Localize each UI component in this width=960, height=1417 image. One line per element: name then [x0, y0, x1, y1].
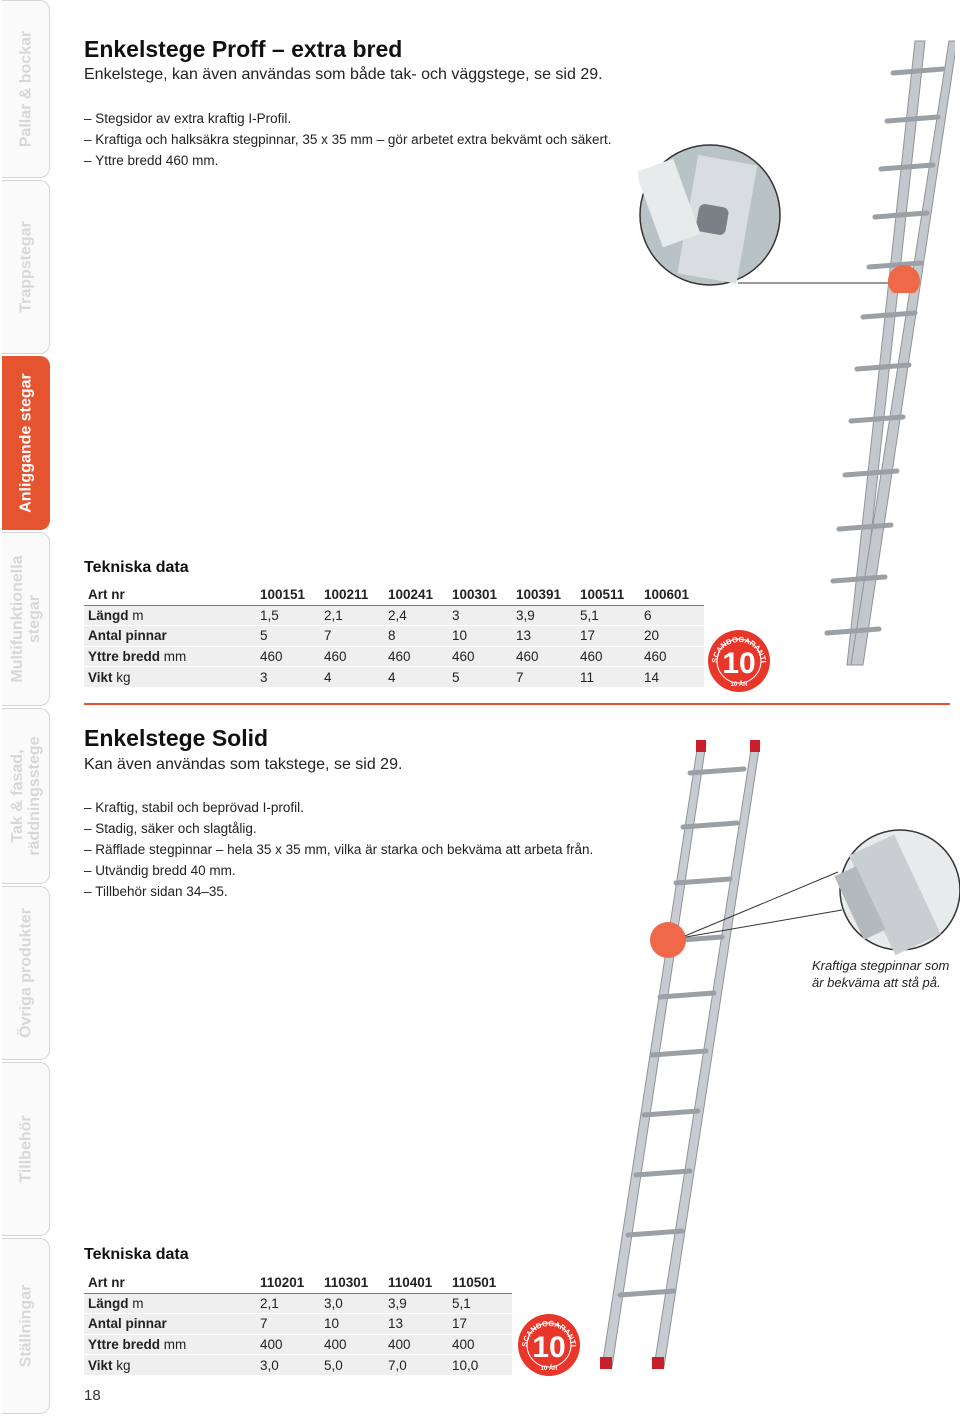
svg-text:SCANDOGARANTI: SCANDOGARANTI: [709, 634, 768, 664]
table-row: Längd m 2,1 3,0 3,9 5,1: [84, 1293, 512, 1314]
section-divider: [84, 703, 950, 705]
detail-caption: Kraftiga stegpinnar som är bekväma att stå på.: [812, 958, 950, 990]
tab-multifunktionella-stegar[interactable]: Multifunktionella stegar: [2, 532, 50, 706]
tab-ovriga-produkter[interactable]: Övriga produkter: [2, 886, 50, 1060]
list-item: – Stadig, säker och slagtålig.: [84, 818, 593, 839]
tab-stallningar[interactable]: Ställningar: [2, 1238, 50, 1414]
list-item: – Yttre bredd 460 mm.: [84, 150, 612, 171]
product1-spec-table: [84, 585, 704, 688]
svg-text:10 ÅR: 10 ÅR: [730, 682, 748, 688]
svg-text:SCANDOGARANTI: SCANDOGARANTI: [519, 1318, 578, 1348]
table-row: Art nr 100151 100211 100241 100301 100391 100511 100601: [84, 585, 704, 605]
tab-pallar-bockar[interactable]: Pallar & bockar: [2, 0, 50, 178]
product1-subtitle: Enkelstege, kan även användas som både tak- och väggstege, se sid 29.: [84, 66, 603, 83]
list-item: – Räfflade stegpinnar – hela 35 x 35 mm, vilka är starka och bekväma att arbeta från.: [84, 839, 593, 860]
product1-feature-list: [84, 108, 612, 171]
product1-tech-heading: Tekniska data: [84, 559, 189, 576]
list-item: – Stegsidor av extra kraftig I-Profil.: [84, 108, 612, 129]
product2-feature-list: [84, 797, 593, 902]
side-navigation: [0, 0, 52, 1417]
svg-text:10: 10: [722, 647, 756, 680]
table-row: Antal pinnar 5 7 8 10 13 17 20: [84, 626, 704, 647]
tab-anliggande-stegar[interactable]: Anliggande stegar: [2, 356, 50, 530]
ladder-illustration-icon: [775, 35, 955, 675]
table-row: Längd m 1,5 2,1 2,4 3 3,9 5,1 6: [84, 605, 704, 626]
table-row: Yttre bredd mm 400 400 400 400: [84, 1334, 512, 1355]
tab-tak-fasad[interactable]: Tak & fasad, räddningsstege: [2, 708, 50, 884]
svg-text:10: 10: [532, 1331, 566, 1364]
list-item: – Kraftig, stabil och beprövad I-profil.: [84, 797, 593, 818]
guarantee-badge-icon: [516, 1312, 582, 1378]
product2-subtitle: Kan även användas som takstege, se sid 29.: [84, 756, 403, 773]
table-row: Art nr 110201 110301 110401 110501: [84, 1273, 512, 1293]
table-row: Vikt kg 3 4 4 5 7 11 14: [84, 667, 704, 688]
zoom-detail-circle-icon: [638, 143, 928, 293]
product2-spec-table: [84, 1273, 512, 1376]
tab-trappstegar[interactable]: Trappstegar: [2, 180, 50, 354]
table-row: Vikt kg 3,0 5,0 7,0 10,0: [84, 1355, 512, 1376]
zoom-detail-circle-icon: [648, 828, 960, 960]
table-row: Antal pinnar 7 10 13 17: [84, 1314, 512, 1335]
list-item: – Tillbehör sidan 34–35.: [84, 881, 593, 902]
table-row: Yttre bredd mm 460 460 460 460 460 460 460: [84, 646, 704, 667]
list-item: – Utvändig bredd 40 mm.: [84, 860, 593, 881]
guarantee-badge-icon: [706, 628, 772, 694]
list-item: – Kraftiga och halksäkra stegpinnar, 35 x 35 mm – gör arbetet extra bekvämt och säkert.: [84, 129, 612, 150]
product2-tech-heading: Tekniska data: [84, 1246, 189, 1263]
product1-title: Enkelstege Proff – extra bred: [84, 36, 403, 62]
page-number: 18: [84, 1387, 101, 1404]
product2-title: Enkelstege Solid: [84, 725, 269, 751]
tab-tillbehor[interactable]: Tillbehör: [2, 1062, 50, 1236]
svg-text:10 ÅR: 10 ÅR: [540, 1366, 558, 1372]
